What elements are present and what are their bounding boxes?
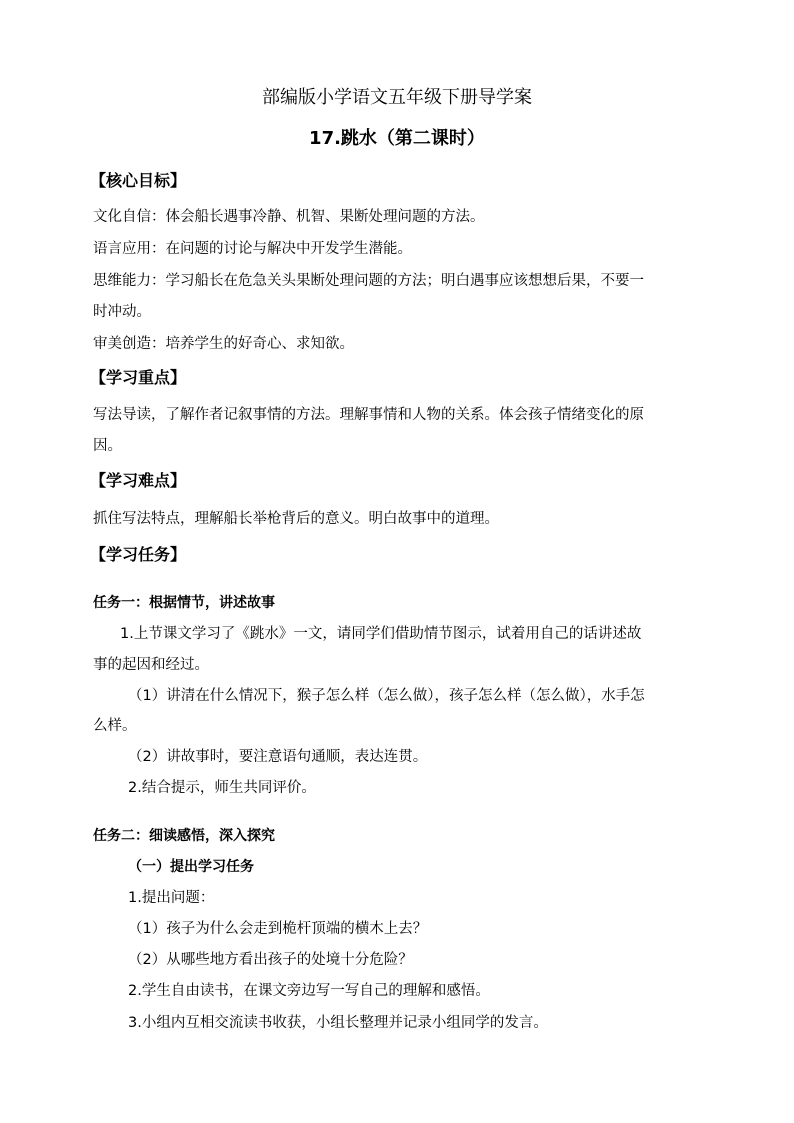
core-goals-heading: 【核心目标】 <box>90 171 187 190</box>
core-goal-line: 思维能力：学习船长在危急关头果断处理问题的方法；明白遇事应该想想后果，不要一 <box>93 273 644 289</box>
task1-line: 2.结合提示，师生共同评价。 <box>128 780 316 796</box>
task1-title: 任务一：根据情节，讲述故事 <box>93 595 275 611</box>
task1-line: 事的起因和经过。 <box>93 657 209 673</box>
core-goal-line: 语言应用：在问题的讨论与解决中开发学生潜能。 <box>93 241 412 257</box>
core-goal-line: 文化自信：体会船长遇事冷静、机智、果断处理问题的方法。 <box>93 209 485 225</box>
task2-section-title: （一）提出学习任务 <box>128 859 254 875</box>
lesson-subtitle: 17.跳水（第二课时） <box>309 128 485 149</box>
task1-line: （2）讲故事时，要注意语句通顺，表达连贯。 <box>128 749 428 765</box>
key-points-line: 写法导读，了解作者记叙事情的方法。理解事情和人物的关系。体会孩子情绪变化的原 <box>93 407 644 423</box>
tasks-heading: 【学习任务】 <box>90 545 187 564</box>
task2-line: （1）孩子为什么会走到桅杆顶端的横木上去？ <box>128 921 428 937</box>
task1-line: 1.上节课文学习了《跳水》一文，请同学们借助情节图示，试着用自己的话讲述故 <box>120 626 642 642</box>
task2-line: （2）从哪些地方看出孩子的处境十分危险？ <box>128 952 413 968</box>
difficulties-line: 抓住写法特点，理解船长举枪背后的意义。明白故事中的道理。 <box>93 511 499 527</box>
core-goal-line: 审美创造：培养学生的好奇心、求知欲。 <box>93 336 354 352</box>
task1-line: 么样。 <box>93 718 137 734</box>
document-title: 部编版小学语文五年级下册导学案 <box>262 87 532 108</box>
difficulties-heading: 【学习难点】 <box>90 471 187 490</box>
key-points-heading: 【学习重点】 <box>90 368 187 387</box>
task2-line: 3.小组内互相交流读书收获，小组长整理并记录小组同学的发言。 <box>128 1015 548 1031</box>
core-goal-line: 时冲动。 <box>93 304 151 320</box>
task2-line: 2.学生自由读书，在课文旁边写一写自己的理解和感悟。 <box>128 983 490 999</box>
task2-line: 1.提出问题： <box>128 890 215 906</box>
key-points-line: 因。 <box>93 438 122 454</box>
task1-line: （1）讲清在什么情况下，猴子怎么样（怎么做），孩子怎么样（怎么做），水手怎 <box>128 688 645 704</box>
task2-title: 任务二：细读感悟，深入探究 <box>93 828 275 844</box>
